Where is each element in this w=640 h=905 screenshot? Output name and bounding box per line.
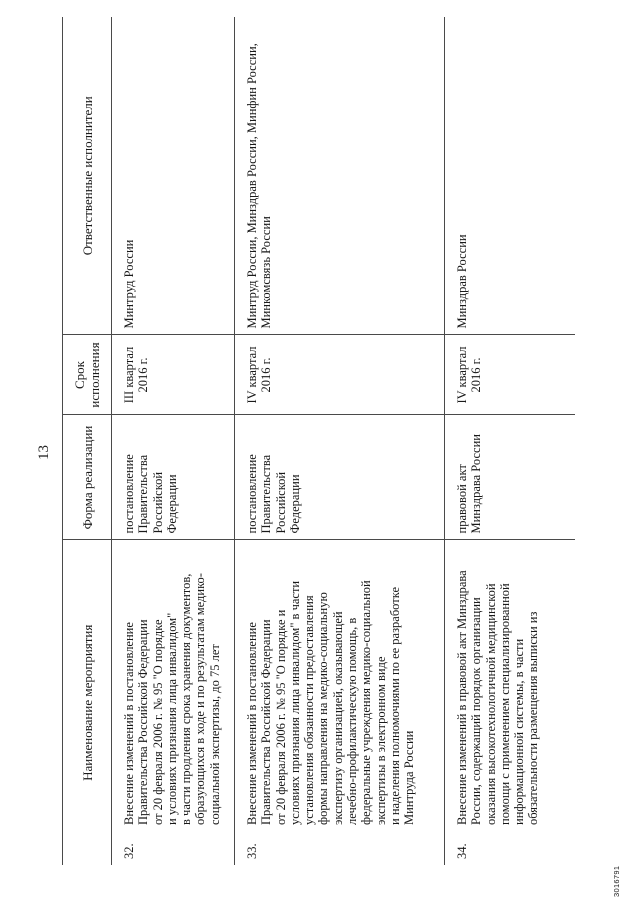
description-line: России, содержащий порядок организации	[469, 597, 484, 825]
row-form: постановление Правительства Российской Федерации	[235, 415, 445, 540]
table-row	[235, 17, 445, 865]
description-line: экспертизы в электронном виде	[373, 656, 388, 825]
description-line: Внесение изменений в постановление	[122, 622, 136, 825]
row-form: постановление Правительства Российской Федерации	[112, 415, 235, 540]
description-line: информационной системы, в части	[512, 638, 527, 825]
row-description	[445, 540, 575, 865]
row-number: 32.	[122, 843, 136, 859]
table-header-row	[63, 17, 112, 865]
row-deadline: IV квартал 2016 г.	[445, 335, 575, 415]
description-line: экспертизу организацией, оказывающей	[330, 611, 345, 825]
description-line: установления обязанности предоставления	[302, 595, 317, 825]
measures-table	[62, 17, 575, 865]
description-line: Правительства Российской Федерации	[259, 619, 274, 825]
row-executors: Минздрав России	[445, 17, 575, 335]
description-line: Минтруда России	[402, 730, 417, 825]
header-form: Форма реализации	[63, 415, 112, 540]
description-line: оказания высокотехнологичной медицинской	[483, 583, 498, 825]
row-deadline: IV квартал 2016 г.	[235, 335, 445, 415]
description-line: образующихся в ходе и по результатам медико-	[193, 573, 208, 825]
document-id: 3016791	[612, 865, 621, 897]
row-description	[235, 540, 445, 865]
row-executors: Минтруд России, Минздрав России, Минфин России, Минкомсвязь России	[235, 17, 445, 335]
description-line: и наделения полномочиями по ее разработке	[387, 586, 402, 825]
description-line: обязательности размещения выписки из	[526, 611, 541, 825]
table-row	[112, 17, 235, 865]
row-executors: Минтруд России	[112, 17, 235, 335]
table-row	[445, 17, 575, 865]
row-description	[112, 540, 235, 865]
header-name: Наименование мероприятия	[63, 540, 112, 865]
description-line: в части продления срока хранения документов,	[179, 573, 194, 825]
description-line: от 20 февраля 2006 г. № 95 "О порядке и	[273, 609, 288, 825]
description-line: помощи с применением специализированной	[497, 583, 512, 825]
description-line: Внесение изменений в правовой акт Минздрава	[455, 570, 469, 825]
description-line: Правительства Российской Федерации	[136, 619, 151, 825]
description-line: и условиях признания лица инвалидом"	[164, 612, 179, 825]
row-number: 34.	[455, 843, 469, 859]
description-line: социальной экспертизы, до 75 лет	[207, 644, 222, 825]
page-number: 13	[36, 445, 52, 460]
row-form: правовой акт Минздрава России	[445, 415, 575, 540]
description-line: федеральные учреждения медико-социальной	[359, 580, 374, 825]
description-line: лечебно-профилактическую помощь, в	[345, 617, 360, 825]
row-deadline: III квартал 2016 г.	[112, 335, 235, 415]
description-line: формы направления на медико-социальную	[316, 592, 331, 825]
header-executors: Ответственные исполнители	[63, 17, 112, 335]
description-line: условиях признания лица инвалидом" в части	[287, 580, 302, 825]
description-line: от 20 февраля 2006 г. № 95 "О порядке	[150, 619, 165, 825]
row-number: 33.	[245, 843, 259, 859]
header-deadline: Срок исполнения	[63, 335, 112, 415]
description-line: Внесение изменений в постановление	[245, 622, 259, 825]
